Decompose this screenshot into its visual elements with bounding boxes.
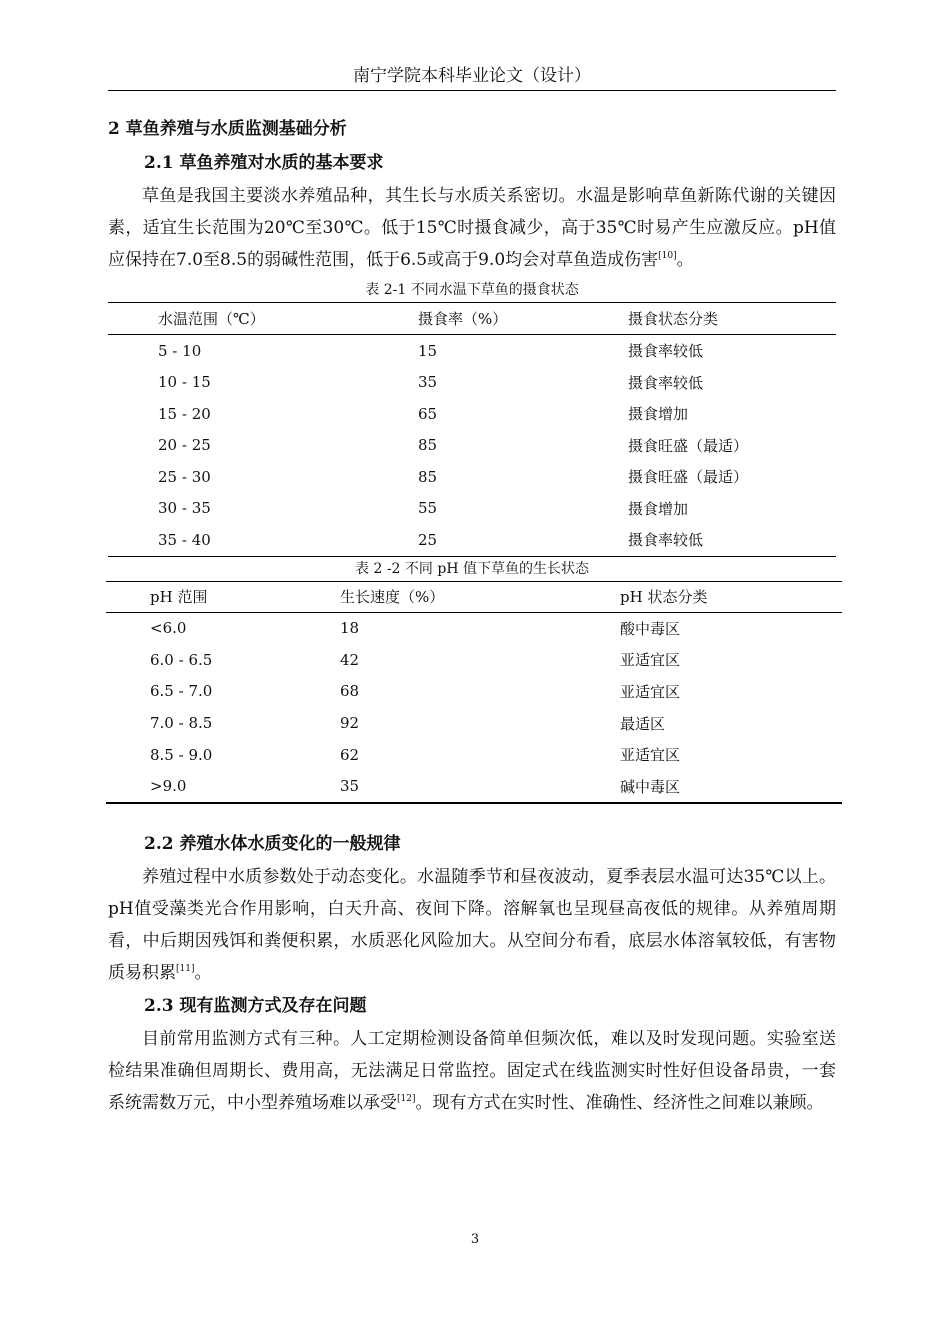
table-cell: 摄食旺盛（最适） — [628, 468, 749, 487]
table-cell: 摄食旺盛（最适） — [628, 436, 749, 455]
table-cell: >9.0 — [106, 770, 340, 803]
table-cell: 摄食增加 — [628, 405, 689, 424]
table-2-caption: 表 2 -2 不同 pH 值下草鱼的生长状态 — [355, 560, 589, 577]
table-cell: 6.5 - 7.0 — [150, 682, 213, 701]
table-row — [106, 676, 842, 708]
table-header-row — [108, 303, 836, 335]
table-cell: 35 — [340, 770, 620, 803]
table-1 — [108, 302, 836, 557]
table-cell: 68 — [340, 682, 360, 701]
table-cell: 85 — [418, 467, 438, 486]
page-number: 3 — [470, 1232, 480, 1247]
column-header: 摄食状态分类 — [628, 303, 836, 335]
table-row — [108, 367, 836, 399]
table-cell: 摄食率较低 — [628, 373, 704, 392]
section-2-3-paragraph — [108, 1023, 836, 1119]
table-cell: 酸中毒区 — [620, 619, 681, 638]
section-2-2-paragraph — [108, 861, 836, 989]
column-header: 水温范围（℃） — [108, 303, 418, 335]
table-cell: 55 — [418, 499, 438, 518]
paragraph-end: 。现有方式在实时性、准确性、经济性之间难以兼顾。 — [415, 1093, 824, 1114]
table-1-caption: 表 2-1 不同水温下草鱼的摄食状态 — [365, 282, 579, 298]
table-row — [106, 739, 842, 771]
table-2 — [106, 581, 842, 805]
table-cell: 42 — [340, 650, 360, 669]
table-cell: 6.0 - 6.5 — [150, 650, 213, 669]
section-2-2-heading: 2.2 养殖水体水质变化的一般规律 — [144, 834, 401, 855]
table-row — [106, 644, 842, 676]
table-cell: 30 - 35 — [158, 499, 211, 518]
table-cell: 亚适宜区 — [620, 682, 681, 701]
table-row — [106, 770, 842, 803]
table-cell: 碱中毒区 — [620, 770, 842, 803]
table-row — [108, 335, 836, 367]
table-row — [108, 461, 836, 493]
paragraph-text: 养殖过程中水质参数处于动态变化。水温随季节和昼夜波动，夏季表层水温可达35℃以上。pH值受藻类光合作用影响，白天升高、夜间下降。溶解氧也呈现昼高夜低的规律。从养殖周期看，中后期因残饵和粪便积累，水质恶化风险加大。从空间分布看，底层水体溶氧较低，有害物质易积累 — [108, 867, 836, 984]
table-header-row — [106, 581, 842, 612]
table-row — [106, 707, 842, 739]
table-cell: 18 — [340, 619, 360, 638]
citation: [12] — [397, 1094, 416, 1105]
page-content — [108, 112, 836, 1119]
paragraph-text: 目前常用监测方式有三种。人工定期检测设备简单但频次低，难以及时发现问题。实验室送检结果准确但周期长、费用高，无法满足日常监控。固定式在线监测实时性好但设备昂贵，一套系统需数万元，中小型养殖场难以承受 — [108, 1029, 836, 1114]
section-2-1-heading: 2.1 草鱼养殖对水质的基本要求 — [144, 153, 384, 173]
page-header — [108, 62, 836, 91]
table-cell: 亚适宜区 — [620, 746, 681, 765]
table-cell: 8.5 - 9.0 — [150, 745, 213, 764]
table-cell: 最适区 — [620, 714, 666, 733]
column-header: pH 状态分类 — [620, 581, 842, 612]
table-row — [106, 612, 842, 644]
citation: [10] — [658, 251, 677, 261]
table-cell: 92 — [340, 714, 360, 733]
column-header: pH 范围 — [106, 581, 340, 612]
table-cell: 25 - 30 — [158, 467, 211, 486]
table-cell: 15 — [418, 341, 438, 360]
table-row — [108, 430, 836, 462]
table-cell: <6.0 — [150, 619, 187, 638]
table-cell: 85 — [418, 436, 438, 455]
table-cell: 摄食率较低 — [628, 524, 836, 556]
section-2-heading: 2 草鱼养殖与水质监测基础分析 — [108, 119, 347, 139]
citation: [11] — [176, 964, 195, 975]
table-cell: 65 — [418, 404, 438, 423]
table-cell: 摄食率较低 — [628, 342, 704, 361]
table-cell: 25 — [418, 524, 628, 556]
column-header: 生长速度（%） — [340, 581, 620, 612]
table-cell: 摄食增加 — [628, 499, 689, 518]
table-cell: 35 - 40 — [108, 524, 418, 556]
paragraph-end: 。 — [194, 963, 212, 984]
section-2-1-paragraph — [108, 180, 836, 276]
paragraph-end: 。 — [676, 250, 694, 270]
paragraph-text: 草鱼是我国主要淡水养殖品种，其生长与水质关系密切。水温是影响草鱼新陈代谢的关键因素，适宜生长范围为20℃至30℃。低于15℃时摄食减少，高于35℃时易产生应激反应。pH值应保持在7.0至8.5的弱碱性范围，低于6.5或高于9.0均会对草鱼造成伤害 — [108, 186, 836, 270]
table-row — [108, 493, 836, 525]
table-cell: 亚适宜区 — [620, 651, 681, 670]
table-cell: 35 — [418, 373, 438, 392]
table-cell: 7.0 - 8.5 — [150, 714, 213, 733]
spacer — [108, 804, 836, 827]
table-cell: 10 - 15 — [158, 373, 211, 392]
header-title: 南宁学院本科毕业论文（设计） — [353, 66, 591, 86]
column-header: 摄食率（%） — [418, 303, 628, 335]
table-cell: 20 - 25 — [158, 436, 211, 455]
table-cell: 15 - 20 — [158, 404, 211, 423]
table-row — [108, 398, 836, 430]
table-row — [108, 524, 836, 556]
table-cell: 62 — [340, 745, 360, 764]
table-cell: 5 - 10 — [158, 341, 202, 360]
section-2-3-heading: 2.3 现有监测方式及存在问题 — [144, 996, 367, 1017]
